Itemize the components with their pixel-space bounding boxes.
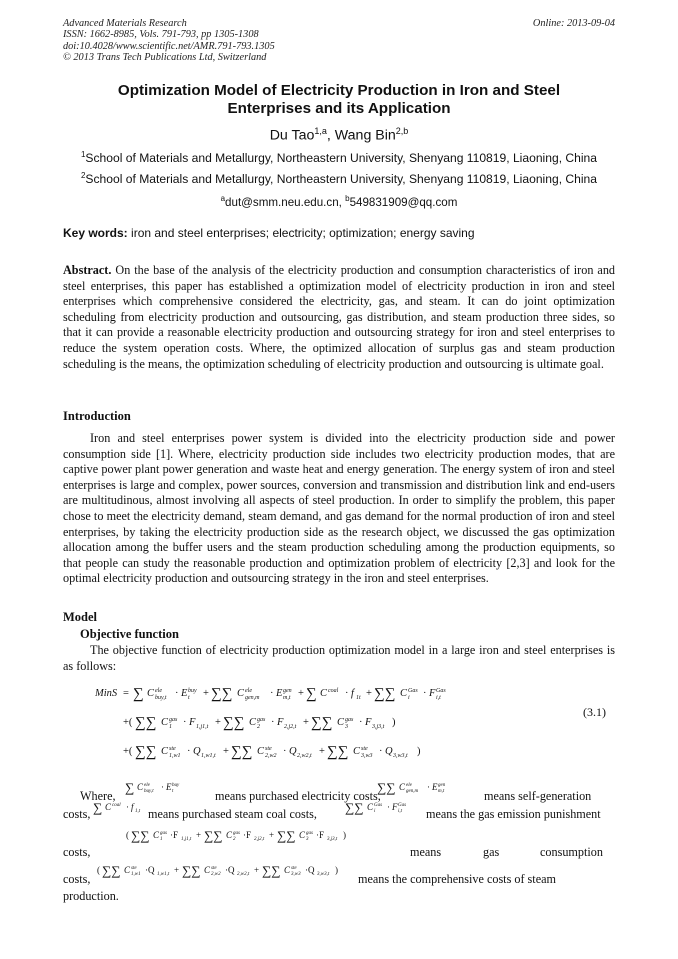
- svg-text:C: C: [161, 746, 169, 757]
- svg-text:C: C: [153, 830, 160, 840]
- svg-text:·F: ·F: [316, 830, 325, 840]
- abstract: [63, 263, 615, 372]
- svg-text:∑∑: ∑∑: [345, 800, 364, 815]
- emission-term: [345, 798, 420, 820]
- email-sup: b: [345, 194, 350, 203]
- steam-term: [97, 861, 357, 883]
- svg-text:Q: Q: [385, 746, 393, 757]
- svg-text:∑∑: ∑∑: [135, 744, 157, 760]
- svg-text:+(: +(: [123, 746, 133, 757]
- svg-text:): ): [335, 865, 338, 875]
- svg-text:·: ·: [345, 688, 349, 699]
- svg-text:1,w1: 1,w1: [131, 872, 141, 877]
- svg-text:F: F: [365, 717, 372, 728]
- svg-text:buy,t: buy,t: [144, 789, 154, 794]
- svg-text:3,w3,t: 3,w3,t: [393, 753, 408, 759]
- svg-text:1,w1,t: 1,w1,t: [157, 872, 170, 877]
- svg-text:∑∑: ∑∑: [277, 828, 296, 843]
- svg-text:2,w2: 2,w2: [211, 872, 221, 877]
- svg-text:coal: coal: [328, 688, 339, 694]
- svg-text:·: ·: [270, 688, 274, 699]
- svg-text:gas: gas: [345, 717, 354, 723]
- svg-text:2,w2,t: 2,w2,t: [297, 753, 312, 759]
- svg-text:F: F: [392, 802, 398, 812]
- svg-text:ele: ele: [406, 783, 412, 788]
- svg-text:coal: coal: [112, 803, 121, 808]
- svg-text:1,t: 1,t: [135, 809, 141, 814]
- svg-text:3,j3,t: 3,j3,t: [372, 724, 385, 730]
- svg-text:C: C: [137, 782, 144, 792]
- email-sup: a: [220, 194, 226, 203]
- svg-text:·: ·: [175, 688, 179, 699]
- purchased-term: [125, 778, 215, 800]
- gas-means: means: [410, 845, 442, 859]
- svg-text:·: ·: [359, 717, 363, 728]
- svg-text:·: ·: [427, 782, 430, 792]
- svg-text:·: ·: [126, 802, 129, 812]
- svg-text:Gas: Gas: [374, 803, 383, 808]
- email-link[interactable]: dut@smm.neu.edu.cn: [225, 195, 339, 209]
- svg-text:2: 2: [233, 837, 236, 842]
- svg-text:3,w3: 3,w3: [361, 753, 373, 759]
- svg-text:∑∑: ∑∑: [102, 863, 121, 878]
- svg-text:+: +: [298, 688, 304, 699]
- svg-text:): ): [417, 746, 421, 757]
- abstract-label: Abstract.: [63, 263, 112, 277]
- svg-text:+(: +(: [123, 717, 133, 728]
- svg-text:∑∑: ∑∑: [311, 715, 333, 731]
- author-sup: 2,b: [395, 126, 409, 136]
- svg-text:+: +: [366, 688, 372, 699]
- svg-text:ste: ste: [131, 866, 137, 871]
- consumption-word: consumption: [540, 845, 603, 859]
- svg-text:3,w3: 3,w3: [291, 872, 301, 877]
- svg-text:+: +: [303, 717, 309, 728]
- coal-desc: means purchased steam coal costs,: [148, 807, 317, 821]
- gas-word: gas: [483, 845, 500, 859]
- svg-text:F: F: [429, 688, 436, 699]
- svg-text:gas: gas: [233, 831, 240, 836]
- svg-text:MinS: MinS: [95, 688, 118, 699]
- objective-equation: [95, 680, 535, 768]
- affil-text: School of Materials and Metallurgy, Northeastern University, Shenyang 110819, Liaoning, China: [85, 172, 598, 187]
- svg-text:gen: gen: [283, 688, 292, 694]
- svg-text:gas: gas: [160, 831, 167, 836]
- svg-text:·: ·: [271, 717, 275, 728]
- svg-text:gas: gas: [257, 717, 266, 723]
- svg-text:ele: ele: [245, 688, 252, 694]
- affiliation-2: [63, 171, 615, 186]
- svg-text:3: 3: [345, 724, 348, 730]
- svg-text:+: +: [223, 746, 229, 757]
- svg-text:·F: ·F: [243, 830, 252, 840]
- svg-text:f: f: [351, 688, 354, 699]
- svg-text:i,t: i,t: [436, 695, 441, 701]
- svg-text:buy: buy: [188, 688, 197, 694]
- svg-text:∑: ∑: [306, 686, 317, 702]
- svg-text:ele: ele: [155, 688, 162, 694]
- email-line: $^a$dut@smm.neu.edu.cn, $^b$549831909@qq.com: [220, 194, 458, 209]
- model-heading: Model: [63, 610, 98, 624]
- keywords-label: Key words:: [63, 226, 128, 240]
- costs-word-3: costs,: [63, 872, 91, 886]
- svg-text:E: E: [181, 688, 188, 699]
- svg-text:2: 2: [257, 724, 260, 730]
- emission-desc: means the gas emission punishment: [426, 807, 601, 821]
- svg-text:buy: buy: [172, 783, 180, 788]
- svg-text:C: C: [367, 802, 374, 812]
- svg-text:gen,m: gen,m: [406, 789, 419, 794]
- svg-text:C: C: [299, 830, 306, 840]
- svg-text:C: C: [257, 746, 265, 757]
- copyright: © 2013 Trans Tech Publications Ltd, Switzerland: [63, 52, 267, 64]
- svg-text:2,w2: 2,w2: [265, 753, 277, 759]
- svg-text:Gas: Gas: [398, 803, 407, 808]
- keywords-text: iron and steel enterprises; electricity; optimization; energy saving: [131, 226, 475, 240]
- svg-text:(: (: [126, 830, 129, 840]
- svg-text:C: C: [161, 717, 169, 728]
- journal-header: [63, 18, 275, 64]
- selfgen-term: [377, 778, 477, 800]
- svg-text:gen: gen: [438, 783, 446, 788]
- where-label: Where,: [80, 789, 116, 803]
- svg-text:t: t: [172, 789, 174, 794]
- svg-text:·: ·: [161, 782, 164, 792]
- svg-text:∑∑: ∑∑: [131, 828, 150, 843]
- svg-text:·: ·: [283, 746, 287, 757]
- svg-text:F: F: [277, 717, 284, 728]
- svg-text:+: +: [319, 746, 325, 757]
- model-intro: The objective function of electricity production optimization model in a large iron and steel enterprises is as follows:: [63, 643, 615, 673]
- svg-text:·Q: ·Q: [305, 865, 315, 875]
- svg-text:·: ·: [187, 746, 191, 757]
- svg-text:i: i: [374, 809, 376, 814]
- svg-text:(: (: [97, 865, 100, 875]
- issn: ISSN: 1662-8985, Vols. 791-793, pp 1305-1308: [63, 29, 259, 41]
- svg-text:∑: ∑: [133, 686, 144, 702]
- svg-text:ele: ele: [144, 783, 150, 788]
- svg-text:C: C: [237, 688, 245, 699]
- svg-text:+: +: [269, 830, 275, 840]
- gas-consumption-term: [126, 826, 356, 848]
- svg-text:ste: ste: [361, 746, 368, 752]
- svg-text:gas: gas: [169, 717, 178, 723]
- svg-text:): ): [392, 717, 396, 728]
- svg-text:∑∑: ∑∑: [327, 744, 349, 760]
- svg-text:E: E: [432, 782, 438, 792]
- svg-text:C: C: [353, 746, 361, 757]
- svg-text:·Q: ·Q: [225, 865, 235, 875]
- svg-text:·: ·: [387, 802, 390, 812]
- svg-text:+: +: [215, 717, 221, 728]
- svg-text:2,w2,t: 2,w2,t: [237, 872, 250, 877]
- svg-text:ste: ste: [291, 866, 297, 871]
- svg-text:+: +: [174, 865, 180, 875]
- svg-text:1,j1,t: 1,j1,t: [181, 837, 192, 842]
- abstract-text: On the base of the analysis of the electricity production and consumption characteristics of iron and steel enterprises, this paper has established a optimization model of electricity production in iron and steel enterprises which comprehensive considered the electricity, gas, and steam. It can do joint optimization scheduling from electricity production and outsourcing, gas distribution, and steam production three sides, so that it can provide a reasonable electricity production and outsourcing strategy for iron and steel enterprises to reduce the system operation costs. Where, the optimized allocation of surplus gas and steam production scheduling is the means, the optimization scheduling of electricity production and outsourcing is ultimate goal.: [63, 263, 616, 371]
- svg-text:C: C: [226, 830, 233, 840]
- svg-text:t: t: [188, 695, 190, 701]
- affil-text: School of Materials and Metallurgy, Northeastern University, Shenyang 110819, Liaoning, China: [85, 151, 598, 166]
- author-name: Wang Bin: [334, 127, 396, 144]
- svg-text:ste: ste: [211, 866, 217, 871]
- svg-text:1: 1: [169, 724, 172, 730]
- affiliation-1: [63, 150, 615, 165]
- svg-text:Gas: Gas: [408, 688, 418, 694]
- svg-text:C: C: [124, 865, 131, 875]
- svg-text:E: E: [276, 688, 283, 699]
- svg-text:E: E: [166, 782, 172, 792]
- svg-text:C: C: [147, 688, 155, 699]
- coal-term: [93, 798, 153, 820]
- svg-text:C: C: [400, 688, 408, 699]
- svg-text:1,w1: 1,w1: [169, 753, 181, 759]
- selfgen-desc: means self-generation: [484, 789, 592, 803]
- svg-text:1t: 1t: [356, 695, 361, 701]
- author-sup: 1,a: [314, 126, 327, 136]
- svg-text:∑∑: ∑∑: [231, 744, 253, 760]
- svg-text:C: C: [399, 782, 406, 792]
- svg-text:m,t: m,t: [283, 695, 291, 701]
- svg-text:∑: ∑: [93, 800, 103, 815]
- svg-text:Gas: Gas: [436, 688, 446, 694]
- svg-text:∑∑: ∑∑: [223, 715, 245, 731]
- svg-text:1: 1: [160, 837, 163, 842]
- svg-text:∑∑: ∑∑: [204, 828, 223, 843]
- svg-text:·: ·: [183, 717, 187, 728]
- svg-text:C: C: [204, 865, 211, 875]
- svg-text:i,t: i,t: [398, 809, 403, 814]
- svg-text:Q: Q: [193, 746, 201, 757]
- affil-sup: 2: [80, 171, 86, 180]
- svg-text:+: +: [203, 688, 209, 699]
- svg-text:+: +: [196, 830, 202, 840]
- svg-text:=: =: [123, 688, 129, 699]
- svg-text:C: C: [320, 688, 328, 699]
- svg-text:3,j3,t: 3,j3,t: [327, 837, 338, 842]
- online-date: Online: 2013-09-04: [532, 18, 615, 29]
- svg-text:f: f: [131, 802, 134, 812]
- svg-text:ste: ste: [265, 746, 272, 752]
- svg-text:∑∑: ∑∑: [374, 686, 396, 702]
- doi: doi:10.4028/www.scientific.net/AMR.791-793.1305: [63, 40, 275, 52]
- svg-text:·: ·: [423, 688, 427, 699]
- svg-text:1,w1,t: 1,w1,t: [201, 753, 216, 759]
- svg-text:C: C: [249, 717, 257, 728]
- svg-text:2,j2,t: 2,j2,t: [284, 724, 297, 730]
- svg-text:·: ·: [379, 746, 383, 757]
- svg-text:∑∑: ∑∑: [182, 863, 201, 878]
- svg-text:∑∑: ∑∑: [211, 686, 233, 702]
- svg-text:): ): [343, 830, 346, 840]
- svg-text:m,t: m,t: [438, 789, 445, 794]
- svg-text:Q: Q: [289, 746, 297, 757]
- svg-text:C: C: [105, 802, 112, 812]
- svg-text:·Q: ·Q: [145, 865, 155, 875]
- steam-desc: means the comprehensive costs of steam: [358, 872, 556, 886]
- svg-text:gas: gas: [306, 831, 313, 836]
- production-word: production.: [63, 889, 119, 903]
- email-link[interactable]: 549831909@qq.com: [349, 195, 458, 209]
- svg-text:3: 3: [306, 837, 309, 842]
- author-line: Du Tao$^{1,a}$, Wang Bin$^{2,b}$: [269, 126, 409, 144]
- costs-word-2: costs,: [63, 845, 91, 859]
- introduction-text: Iron and steel enterprises power system is divided into the electricity production side and power consumption side [1]. Where, electricity production side includes two electricity production modes, that are captive power plant power generation and waste heat and energy generation. The energy system of iron and steel enterprises is large and complex, power sources, conversion and transmission and distribution link and end-users are multitudinous, almost involving all aspects of steel production. In order to simplify the problem, this paper chose to meet the electricity demand, steam demand, and gas demand for the normal production of iron and steel enterprises, by taking the electricity production side as the research object, we discussed the gas optimization allocation among the buffer users and the steam production scheduling among the production equipments, so that people can study the reasonable production and optimization problem of electricity [2,3] and look for the optimal electricity production and outsourcing strategy in the iron and steel enterprises.: [63, 431, 615, 586]
- svg-text:buy,t: buy,t: [155, 695, 167, 701]
- svg-text:C: C: [337, 717, 345, 728]
- introduction-heading: Introduction: [63, 409, 131, 423]
- objective-heading: Objective function: [80, 627, 179, 641]
- svg-text:∑∑: ∑∑: [135, 715, 157, 731]
- svg-text:i: i: [408, 695, 410, 701]
- paper-title: Optimization Model of Electricity Production in Iron and Steel Enterprises and its Application: [117, 82, 561, 117]
- svg-text:∑∑: ∑∑: [377, 780, 396, 795]
- svg-text:gen,m: gen,m: [245, 695, 260, 701]
- svg-text:3,w3,t: 3,w3,t: [317, 872, 330, 877]
- svg-text:+: +: [254, 865, 260, 875]
- journal-name: Advanced Materials Research: [63, 18, 187, 29]
- svg-text:1,j1,t: 1,j1,t: [196, 724, 209, 730]
- svg-text:∑∑: ∑∑: [262, 863, 281, 878]
- svg-text:∑: ∑: [125, 780, 135, 795]
- keywords: [63, 226, 475, 240]
- purchased-desc: means purchased electricity costs,: [215, 789, 381, 803]
- svg-text:ste: ste: [169, 746, 176, 752]
- equation-number: (3.1): [583, 705, 606, 719]
- author-name: Du Tao: [269, 127, 315, 144]
- svg-text:C: C: [284, 865, 291, 875]
- costs-word: costs,: [63, 807, 91, 821]
- svg-text:F: F: [189, 717, 196, 728]
- svg-text:·F: ·F: [170, 830, 179, 840]
- affil-sup: 1: [80, 150, 86, 159]
- svg-text:2,j2,t: 2,j2,t: [254, 837, 265, 842]
